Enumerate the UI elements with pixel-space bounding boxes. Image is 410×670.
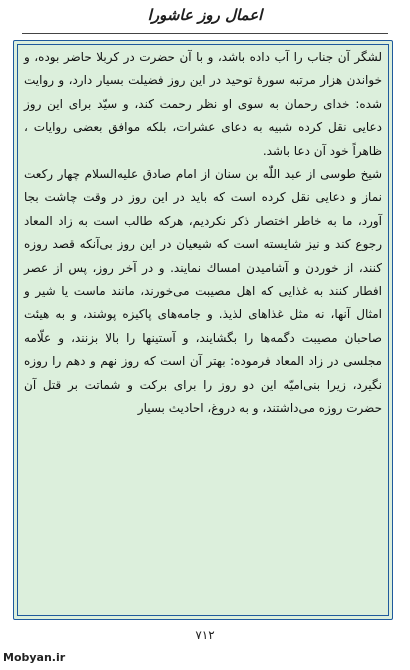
running-title: اعمال روز عاشورا <box>147 6 263 24</box>
paragraph-2: شيخ طوسى از عبد اللّٰه بن سنان از امام صادق عليه‌السلام چهار ركعت نماز و دعايى نقل كرده است كه بايد در اين روز در وقت چاشت بجا آورد، ما به خاطر اختصار ذكر نكرديم، هركه طالب است به زاد المعاد رجوع كند و نيز شايسته است كه شيعيان در اين روز بى‌آنكه قصد روزه كنند، از خوردن و آشاميدن امساك نمايند. و در آخر روز، پس از عصر افطار كنند به غذايى كه اهل مصيبت مى‌خورند، مانند ماست يا شير و امثال آنها، نه مثل غذاهاى لذيذ. و جامه‌هاى پاكيزه پوشند، و به هيئت صاحبان مصيبت دگمه‌ها را بگشايند، و آستينها را بالا بزنند، و علّامه مجلسى در زاد المعاد فرموده: بهتر آن است كه روز نهم و دهم را روزه نگيرد، زيرا بنى‌اميّه اين دو روز را براى بركت و شماتت بر قتل آن حضرت روزه مى‌داشتند، و به دروغ، احاديث بسيار <box>24 167 382 416</box>
page-number: ٧١٢ <box>195 628 215 642</box>
paragraph-1: لشگر آن جناب را آب داده باشد، و با آن حضرت در كربلا حاضر بوده، و خواندن هزار مرتبه سورهٔ توحيد در اين روز فضيلت بسيار دارد، و روايت شده: خداى رحمان به سوى او نظر رحمت كند، و سيّد براى اين روز دعايى نقل كرده شبيه به دعاى عشرات، بلكه موافق بعضى روايات ، ظاهراً خود آن دعا باشد. <box>24 50 382 158</box>
page-header <box>0 0 410 40</box>
site-watermark: Mobyan.ir <box>3 651 66 664</box>
body-text <box>24 46 382 421</box>
header-divider <box>22 33 388 34</box>
text-frame <box>13 40 393 620</box>
